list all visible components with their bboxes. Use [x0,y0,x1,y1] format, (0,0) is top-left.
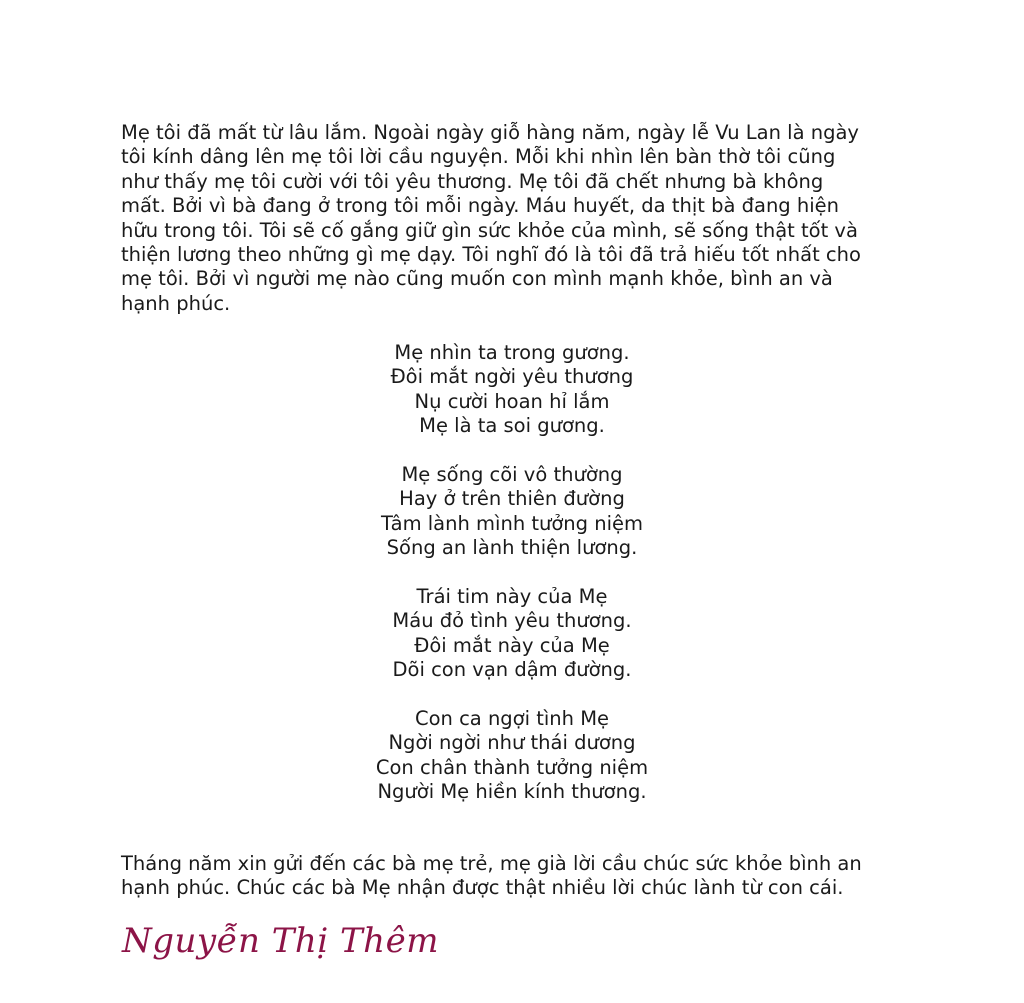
poem-line: Mẹ sống cõi vô thường [401,463,623,487]
poem-stanza-4 [262,707,762,805]
intro-line: như thấy mẹ tôi cười với tôi yêu thương. Mẹ tôi đã chết nhưng bà không [121,169,824,193]
intro-line: mất. Bởi vì bà đang ở trong tôi mỗi ngày. Máu huyết, da thịt bà đang hiện [121,194,840,218]
poem-stanza-2 [262,463,762,561]
closing-paragraph [121,852,911,901]
intro-line: Mẹ tôi đã mất từ lâu lắm. Ngoài ngày giỗ hàng năm, ngày lễ Vu Lan là ngày [121,121,859,144]
poem-line: Nụ cười hoan hỉ lắm [414,389,610,413]
closing-line: Tháng năm xin gửi đến các bà mẹ trẻ, mẹ già lời cầu chúc sức khỏe bình an [121,852,862,875]
poem-line: Tâm lành mình tưởng niệm [380,511,644,535]
intro-line: tôi kính dâng lên mẹ tôi lời cầu nguyện. Mỗi khi nhìn lên bàn thờ tôi cũng [121,145,836,169]
poem-line: Máu đỏ tình yêu thương. [392,609,632,633]
poem-line: Sống an lành thiện lương. [386,536,638,560]
intro-line: hữu trong tôi. Tôi sẽ cố gắng giữ gìn sức khỏe của mình, sẽ sống thật tốt và [121,218,858,242]
poem-line: Con chân thành tưởng niệm [375,755,649,779]
poem-line: Mẹ là ta soi gương. [419,414,605,438]
poem-line: Con ca ngợi tình Mẹ [414,707,610,731]
poem [262,341,762,829]
poem-line: Dõi con vạn dậm đường. [392,658,632,682]
poem-line: Người Mẹ hiền kính thương. [377,780,647,804]
author-signature: Nguyễn Thị Thêm [122,921,439,961]
poem-line: Đôi mắt ngời yêu thương [390,365,634,389]
intro-line: hạnh phúc. [121,291,231,315]
poem-line: Đôi mắt này của Mẹ [414,633,610,657]
poem-stanza-1 [262,341,762,439]
intro-line: mẹ tôi. Bởi vì người mẹ nào cũng muốn con mình mạnh khỏe, bình an và [121,267,833,291]
poem-line: Ngời ngời như thái dương [388,731,636,755]
poem-line: Trái tim này của Mẹ [416,585,608,609]
poem-stanza-3 [262,585,762,683]
intro-paragraph [121,121,911,316]
poem-line: Mẹ nhìn ta trong gương. [394,341,630,364]
closing-line: hạnh phúc. Chúc các bà Mẹ nhận được thật nhiều lời chúc lành từ con cái. [121,876,844,900]
poem-line: Hay ở trên thiên đường [399,487,625,511]
intro-line: thiện lương theo những gì mẹ dạy. Tôi nghĩ đó là tôi đã trả hiếu tốt nhất cho [121,243,861,267]
